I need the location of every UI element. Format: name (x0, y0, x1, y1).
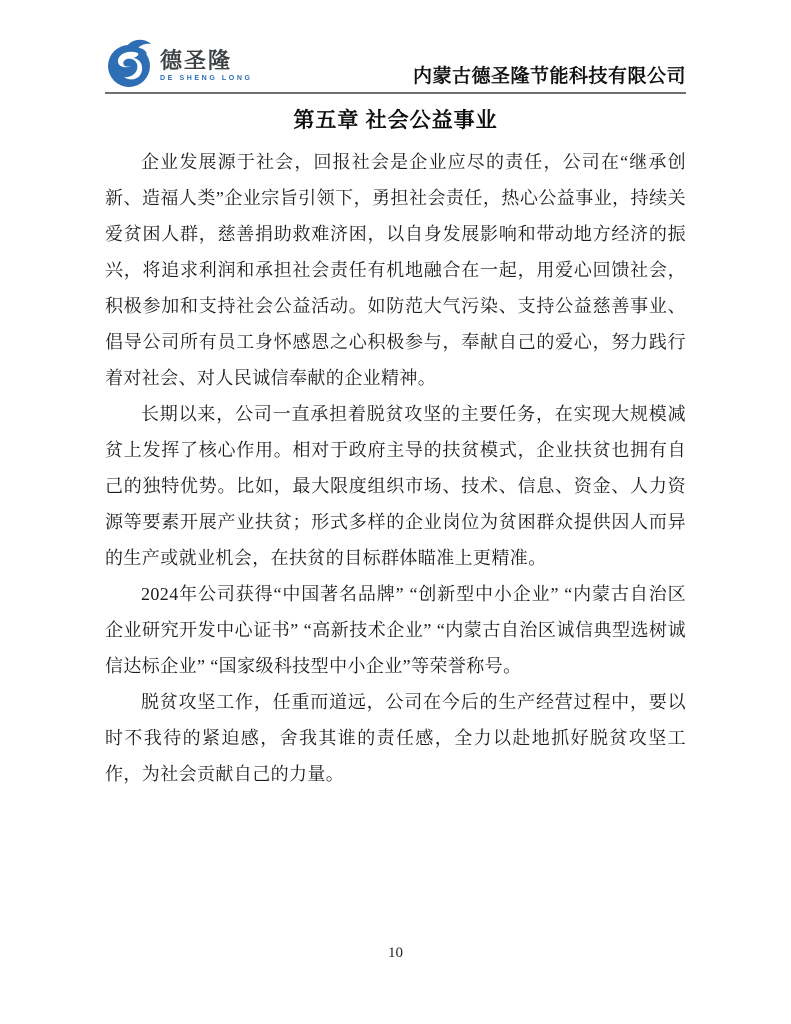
page-content (105, 36, 686, 792)
dragon-s-logo-icon (107, 36, 155, 90)
logo-name-en: DE SHENG LONG (160, 75, 253, 82)
company-logo (107, 36, 253, 90)
paragraph-2: 长期以来，公司一直承担着脱贫攻坚的主要任务，在实现大规模减贫上发挥了核心作用。相对于政府主导的扶贫模式，企业扶贫也拥有自己的独特优势。比如，最大限度组织市场、技术、信息、资金、人力资源等要素开展产业扶贫；形式多样的企业岗位为贫困群众提供因人而异的生产或就业机会，在扶贫的目标群体瞄准上更精准。 (105, 404, 686, 568)
paragraph-1: 企业发展源于社会，回报社会是企业应尽的责任，公司在“继承创新、造福人类”企业宗旨引领下，勇担社会责任，热心公益事业，持续关爱贫困人群，慈善捐助救难济困，以自身发展影响和带动地方经济的振兴，将追求利润和承担社会责任有机地融合在一起，用爱心回馈社会，积极参加和支持社会公益活动。如防范大气污染、支持公益慈善事业、倡导公司所有员工身怀感恩之心积极参与，奉献自己的爱心，努力践行着对社会、对人民诚信奉献的企业精神。 (105, 152, 686, 388)
logo-name-cn: 德圣隆 (160, 48, 233, 73)
logo-text (160, 50, 253, 82)
body-text (105, 144, 686, 792)
page-header (105, 36, 686, 94)
chapter-title: 第五章 社会公益事业 (293, 108, 498, 132)
paragraph-3: 2024年公司获得“中国著名品牌” “创新型中小企业” “内蒙古自治区企业研究开发中心证书” “高新技术企业” “内蒙古自治区诚信典型选树诚信达标企业” “国家级科技型中小企业”等荣誉称号。 (105, 584, 686, 676)
company-name: 内蒙古德圣隆节能科技有限公司 (412, 66, 686, 87)
paragraph-4: 脱贫攻坚工作，任重而道远，公司在今后的生产经营过程中，要以时不我待的紧迫感，舍我其谁的责任感，全力以赴地抓好脱贫攻坚工作，为社会贡献自己的力量。 (105, 692, 686, 784)
page-number: 10 (388, 945, 403, 961)
